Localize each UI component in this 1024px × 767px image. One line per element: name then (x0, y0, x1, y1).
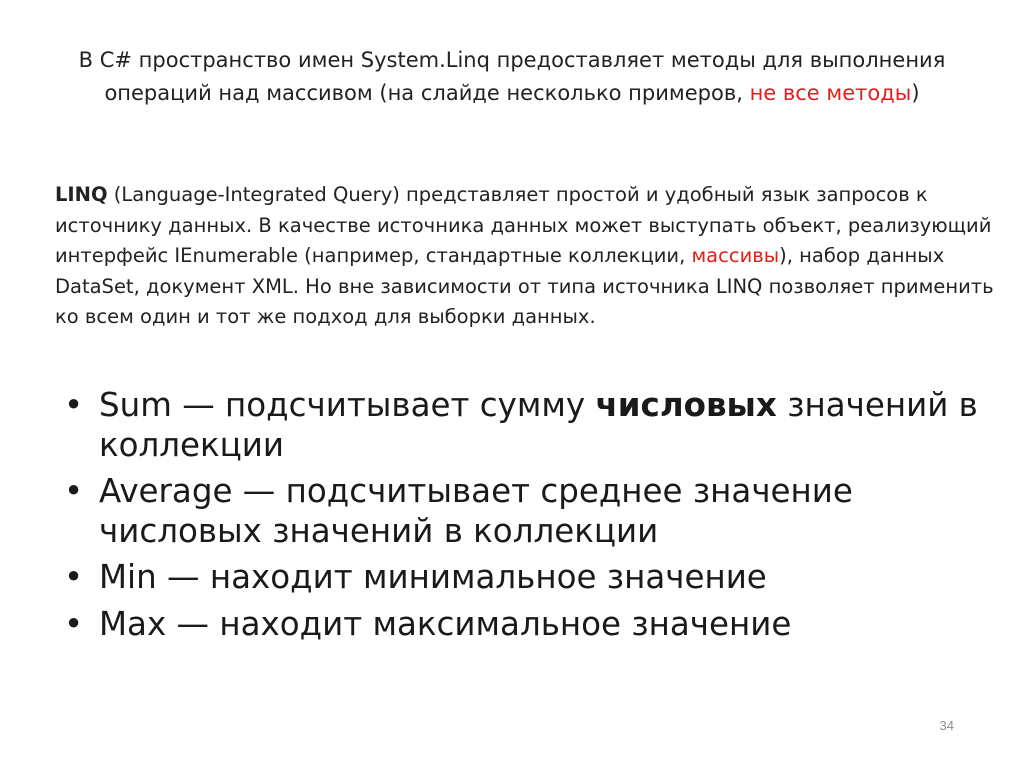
title-text: В C# пространство имен System.Linq предоставляет методы для выполнения операций над массивом (на слайде несколько примеров, (78, 48, 946, 105)
list-item-min (64, 558, 994, 598)
intro-text-end: ), набор данных DataSet, документ XML. Но вне зависимости от типа источника LINQ позволяет применить ко всем один и тот же подход для выборки данных. (55, 244, 994, 328)
linq-term: LINQ (55, 183, 108, 206)
title-text-end: ) (911, 81, 920, 105)
max-text: Max — находит максимальное значение (99, 604, 792, 643)
linq-intro-paragraph (55, 180, 995, 333)
list-item-max (64, 605, 994, 645)
sum-text-pre: Sum — подсчитывает сумму (99, 386, 596, 424)
slide-title (55, 44, 969, 110)
methods-list (64, 386, 994, 651)
list-item-average (64, 472, 994, 551)
intro-highlight-arrays: массивы (691, 244, 780, 267)
bullet-icon: • (64, 472, 84, 510)
bullet-icon: • (64, 386, 84, 424)
sum-text-post: значений в коллекции (99, 386, 978, 464)
min-text: Min — находит минимальное значение (99, 558, 767, 596)
bullet-icon: • (64, 604, 84, 643)
list-item-sum (64, 386, 994, 465)
page-number: 34 (939, 718, 954, 733)
sum-text-bold: числовых (595, 386, 777, 424)
title-highlight: не все методы (749, 81, 912, 105)
intro-text: (Language-Integrated Query) представляет простой и удобный язык запросов к источнику данных. В качестве источника данных может выступать объект, реализующий интерфейс IEnumerable (например, стандартные коллекции, (55, 183, 992, 267)
average-text: Average — подсчитывает среднее значение числовых значений в коллекции (99, 472, 853, 550)
bullet-icon: • (64, 558, 84, 596)
